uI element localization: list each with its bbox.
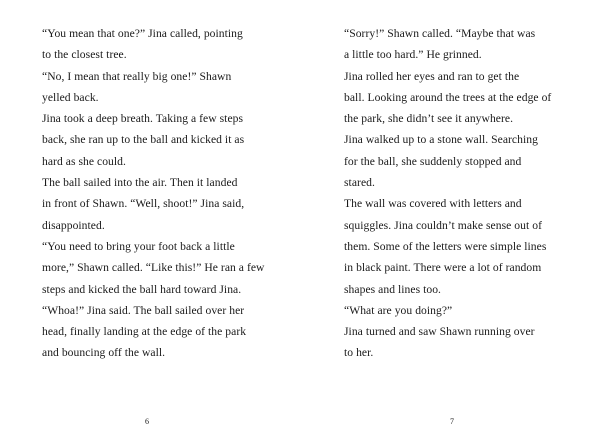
text-line: Jina walked up to a stone wall. Searching bbox=[344, 133, 538, 147]
paragraph bbox=[21, 236, 273, 300]
paragraph bbox=[21, 23, 273, 66]
paragraph bbox=[21, 108, 273, 172]
text-line: more,” Shawn called. “Like this!” He ran a few bbox=[42, 261, 265, 275]
text-line: ball. Looking around the trees at the edge of bbox=[344, 90, 552, 104]
text-line: The ball sailed into the air. Then it landed bbox=[42, 176, 238, 190]
paragraph bbox=[21, 172, 273, 236]
text-line: in front of Shawn. “Well, shoot!” Jina said, bbox=[42, 197, 245, 211]
left-page bbox=[21, 23, 273, 423]
text-line: “Sorry!” Shawn called. “Maybe that was bbox=[344, 27, 536, 40]
text-line: steps and kicked the ball hard toward Jina. bbox=[42, 282, 242, 296]
text-line: to her. bbox=[344, 346, 374, 360]
text-line: the park, she didn’t see it anywhere. bbox=[344, 112, 514, 126]
text-line: “You mean that one?” Jina called, pointing bbox=[42, 27, 243, 40]
paragraph bbox=[323, 66, 575, 130]
text-line: Jina turned and saw Shawn running over bbox=[344, 325, 535, 339]
text-line: “What are you doing?” bbox=[344, 303, 453, 317]
text-line: in black paint. There were a lot of random bbox=[344, 261, 542, 275]
paragraph bbox=[323, 321, 575, 364]
text-line: them. Some of the letters were simple lines bbox=[344, 239, 547, 253]
text-line: disappointed. bbox=[42, 218, 105, 232]
text-line: Jina took a deep breath. Taking a few steps bbox=[42, 112, 244, 126]
text-line: The wall was covered with letters and bbox=[344, 197, 522, 211]
text-line: and bouncing off the wall. bbox=[42, 346, 166, 360]
paragraph bbox=[21, 66, 273, 109]
text-line: “You need to bring your foot back a little bbox=[42, 239, 235, 253]
text-line: to the closest tree. bbox=[42, 48, 127, 62]
text-line: a little too hard.” He grinned. bbox=[344, 48, 482, 62]
text-line: head, finally landing at the edge of the park bbox=[42, 325, 247, 339]
paragraph bbox=[323, 129, 575, 193]
page-number-right: 7 bbox=[450, 417, 454, 426]
text-line: “Whoa!” Jina said. The ball sailed over her bbox=[42, 303, 245, 317]
text-line: back, she ran up to the ball and kicked it as bbox=[42, 133, 245, 147]
text-line: yelled back. bbox=[42, 90, 99, 104]
paragraph bbox=[21, 300, 273, 364]
text-line: shapes and lines too. bbox=[344, 282, 442, 296]
right-page bbox=[323, 23, 575, 423]
text-line: hard as she could. bbox=[42, 154, 126, 168]
text-line: “No, I mean that really big one!” Shawn bbox=[42, 69, 232, 83]
paragraph bbox=[323, 23, 575, 66]
text-line: Jina rolled her eyes and ran to get the bbox=[344, 69, 520, 83]
text-line: stared. bbox=[344, 176, 375, 190]
text-line: squiggles. Jina couldn’t make sense out of bbox=[344, 218, 542, 232]
paragraph bbox=[323, 193, 575, 299]
text-line: for the ball, she suddenly stopped and bbox=[344, 154, 522, 168]
page-number-left: 6 bbox=[145, 417, 149, 426]
paragraph bbox=[323, 300, 575, 321]
